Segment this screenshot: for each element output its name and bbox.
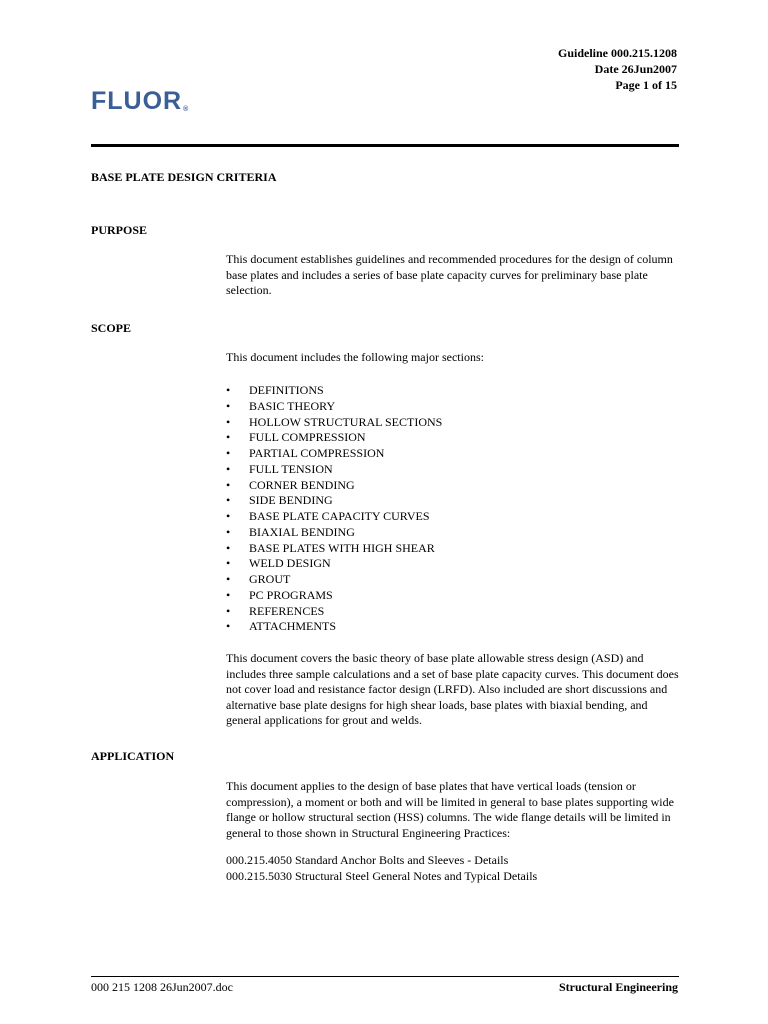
footer-filename: 000 215 1208 26Jun2007.doc bbox=[91, 980, 233, 994]
purpose-paragraph: This document establishes guidelines and recommended procedures for the design of column base plates and includes a series of base plate capacity curves for preliminary base plate selection. bbox=[226, 252, 673, 298]
list-item: • FULL COMPRESSION bbox=[226, 430, 366, 445]
bullet-icon: • bbox=[226, 556, 231, 571]
list-item: • GROUT bbox=[226, 572, 291, 586]
document-date: Date 26Jun2007 bbox=[594, 62, 677, 76]
list-item: • CORNER BENDING bbox=[226, 477, 355, 492]
reference-item: 000.215.5030 Structural Steel General Notes and Typical Details bbox=[226, 868, 538, 883]
bullet-icon: • bbox=[226, 477, 231, 492]
scope-summary bbox=[226, 651, 681, 729]
bullet-icon: • bbox=[226, 446, 231, 460]
registered-mark: ® bbox=[183, 106, 189, 113]
bullet-icon: • bbox=[226, 493, 231, 508]
scope-intro-text: This document includes the following major sections: bbox=[226, 350, 484, 364]
application-text bbox=[226, 779, 681, 841]
scope-summary-text: This document covers the basic theory of base plate allowable stress design (ASD) and includes three sample calculations and a set of base plate capacity curves. This document does not cover load and resistance factor design (LRFD). Also included are short discussions and alternative base plate designs for high shear loads, base plates with biaxial bending, and general applications for grout and welds. bbox=[226, 651, 679, 728]
header-divider bbox=[91, 144, 679, 147]
document-header-info bbox=[417, 45, 677, 93]
scope-intro bbox=[226, 350, 681, 366]
bullet-icon: • bbox=[226, 540, 231, 555]
list-item: • WELD DESIGN bbox=[226, 556, 331, 571]
footer-department: Structural Engineering bbox=[559, 980, 678, 994]
fluor-logo bbox=[91, 86, 188, 125]
list-item: • BASE PLATE CAPACITY CURVES bbox=[226, 509, 430, 523]
list-item: • PARTIAL COMPRESSION bbox=[226, 446, 385, 460]
bullet-icon: • bbox=[226, 619, 231, 634]
list-item: • DEFINITIONS bbox=[226, 383, 324, 397]
bullet-icon: • bbox=[226, 587, 231, 602]
bullet-icon: • bbox=[226, 398, 231, 413]
list-item: • ATTACHMENTS bbox=[226, 619, 337, 634]
list-item: • HOLLOW STRUCTURAL SECTIONS bbox=[226, 414, 443, 429]
application-heading: APPLICATION bbox=[91, 749, 175, 763]
scope-heading: SCOPE bbox=[91, 321, 132, 335]
footer-divider bbox=[91, 976, 679, 977]
sections-list bbox=[226, 383, 442, 635]
application-paragraph: This document applies to the design of base plates that have vertical loads (tension or compression), a moment or both and will be limited in general to base plates supporting wide flange or hollow structural section (HSS) columns. The wide flange details will be limited in general to those shown in Structural Engineering Practices: bbox=[226, 779, 674, 840]
guideline-number: Guideline 000.215.1208 bbox=[557, 46, 677, 60]
list-item: • FULL TENSION bbox=[226, 461, 333, 476]
page-number: Page 1 of 15 bbox=[615, 78, 677, 92]
bullet-icon: • bbox=[226, 572, 231, 586]
reference-list bbox=[226, 853, 681, 884]
bullet-icon: • bbox=[226, 603, 231, 618]
document-title: BASE PLATE DESIGN CRITERIA bbox=[91, 170, 277, 184]
list-item: • PC PROGRAMS bbox=[226, 587, 333, 602]
list-item: • BASIC THEORY bbox=[226, 398, 336, 413]
list-item: • REFERENCES bbox=[226, 603, 325, 618]
purpose-heading: PURPOSE bbox=[91, 223, 148, 237]
reference-item: 000.215.4050 Standard Anchor Bolts and Sleeves - Details bbox=[226, 853, 509, 867]
bullet-icon: • bbox=[226, 461, 231, 476]
bullet-icon: • bbox=[226, 430, 231, 445]
bullet-icon: • bbox=[226, 383, 231, 397]
logo-text: FLUOR bbox=[91, 87, 183, 115]
purpose-text bbox=[226, 252, 681, 299]
bullet-icon: • bbox=[226, 509, 231, 523]
bullet-icon: • bbox=[226, 524, 231, 539]
bullet-icon: • bbox=[226, 414, 231, 429]
list-item: • SIDE BENDING bbox=[226, 493, 333, 508]
list-item: • BIAXIAL BENDING bbox=[226, 524, 355, 539]
list-item: • BASE PLATES WITH HIGH SHEAR bbox=[226, 540, 435, 555]
